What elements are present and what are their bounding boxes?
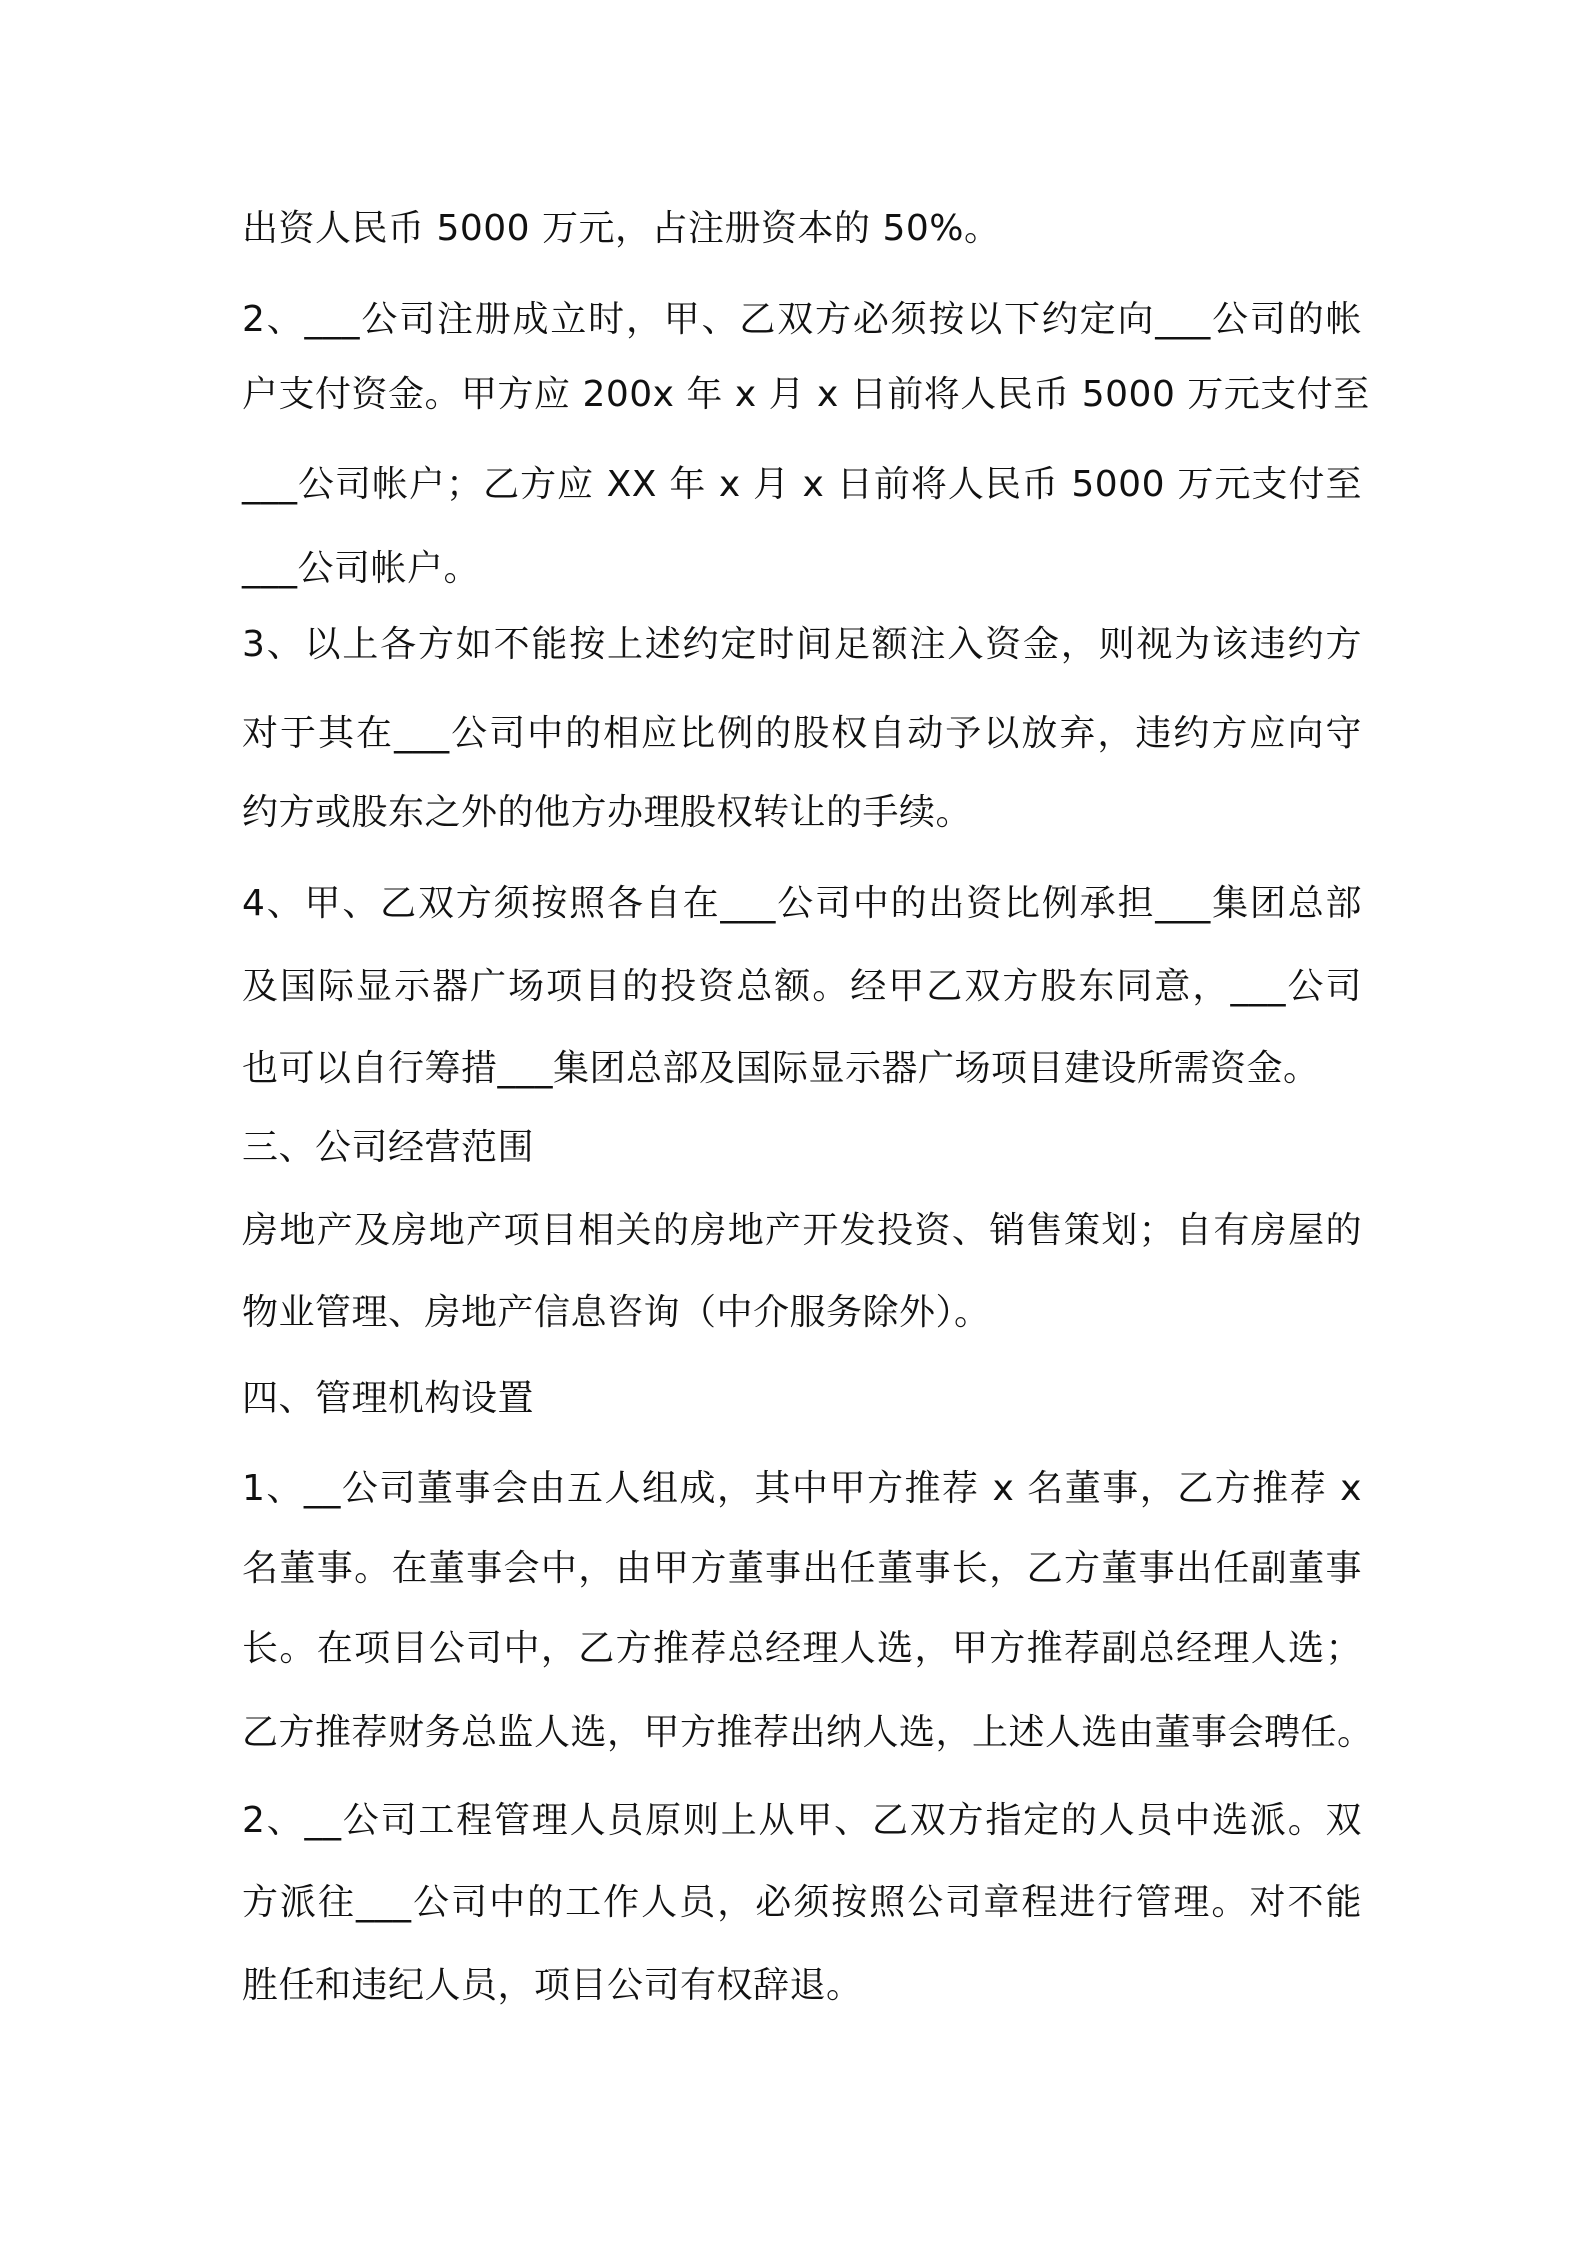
text-line-8: 约方或股东之外的他方办理股权转让的手续。 bbox=[242, 792, 973, 833]
text-line-3: 户支付资金。甲方应 200x 年 x 月 x 日前将人民币 5000 万元支付至 bbox=[242, 374, 1370, 415]
section-heading-scope: 三、公司经营范围 bbox=[242, 1127, 535, 1168]
text-line-13: 房地产及房地产项目相关的房地产开发投资、销售策划；自有房屋的 bbox=[242, 1210, 1362, 1251]
text-line-4: ___公司帐户；乙方应 XX 年 x 月 x 日前将人民币 5000 万元支付至 bbox=[242, 464, 1362, 505]
section-heading-management: 四、管理机构设置 bbox=[242, 1378, 535, 1419]
text-line-19: 乙方推荐财务总监人选，甲方推荐出纳人选，上述人选由董事会聘任。 bbox=[242, 1712, 1374, 1753]
text-line-5: ___公司帐户。 bbox=[242, 548, 481, 589]
text-line-22: 胜任和违纪人员，项目公司有权辞退。 bbox=[242, 1965, 863, 2006]
text-line-9: 4、甲、乙双方须按照各自在___公司中的出资比例承担___集团总部 bbox=[242, 883, 1362, 924]
text-line-18: 长。在项目公司中，乙方推荐总经理人选，甲方推荐副总经理人选； bbox=[242, 1628, 1362, 1669]
text-line-17: 名董事。在董事会中，由甲方董事出任董事长，乙方董事出任副董事 bbox=[242, 1548, 1362, 1589]
text-line-6: 3、以上各方如不能按上述约定时间足额注入资金，则视为该违约方 bbox=[242, 624, 1362, 665]
text-line-14: 物业管理、房地产信息咨询（中介服务除外）。 bbox=[242, 1292, 991, 1333]
text-line-10: 及国际显示器广场项目的投资总额。经甲乙双方股东同意，___公司 bbox=[242, 966, 1362, 1007]
text-line-1: 出资人民币 5000 万元，占注册资本的 50%。 bbox=[242, 208, 1001, 249]
text-line-7: 对于其在___公司中的相应比例的股权自动予以放弃，违约方应向守 bbox=[242, 713, 1362, 754]
text-line-16: 1、__公司董事会由五人组成，其中甲方推荐 x 名董事，乙方推荐 x bbox=[242, 1468, 1362, 1509]
text-line-11: 也可以自行筹措___集团总部及国际显示器广场项目建设所需资金。 bbox=[242, 1048, 1320, 1089]
text-line-2: 2、___公司注册成立时，甲、乙双方必须按以下约定向___公司的帐 bbox=[242, 299, 1362, 340]
text-line-20: 2、__公司工程管理人员原则上从甲、乙双方指定的人员中选派。双 bbox=[242, 1800, 1362, 1841]
text-line-21: 方派往___公司中的工作人员，必须按照公司章程进行管理。对不能 bbox=[242, 1882, 1362, 1923]
